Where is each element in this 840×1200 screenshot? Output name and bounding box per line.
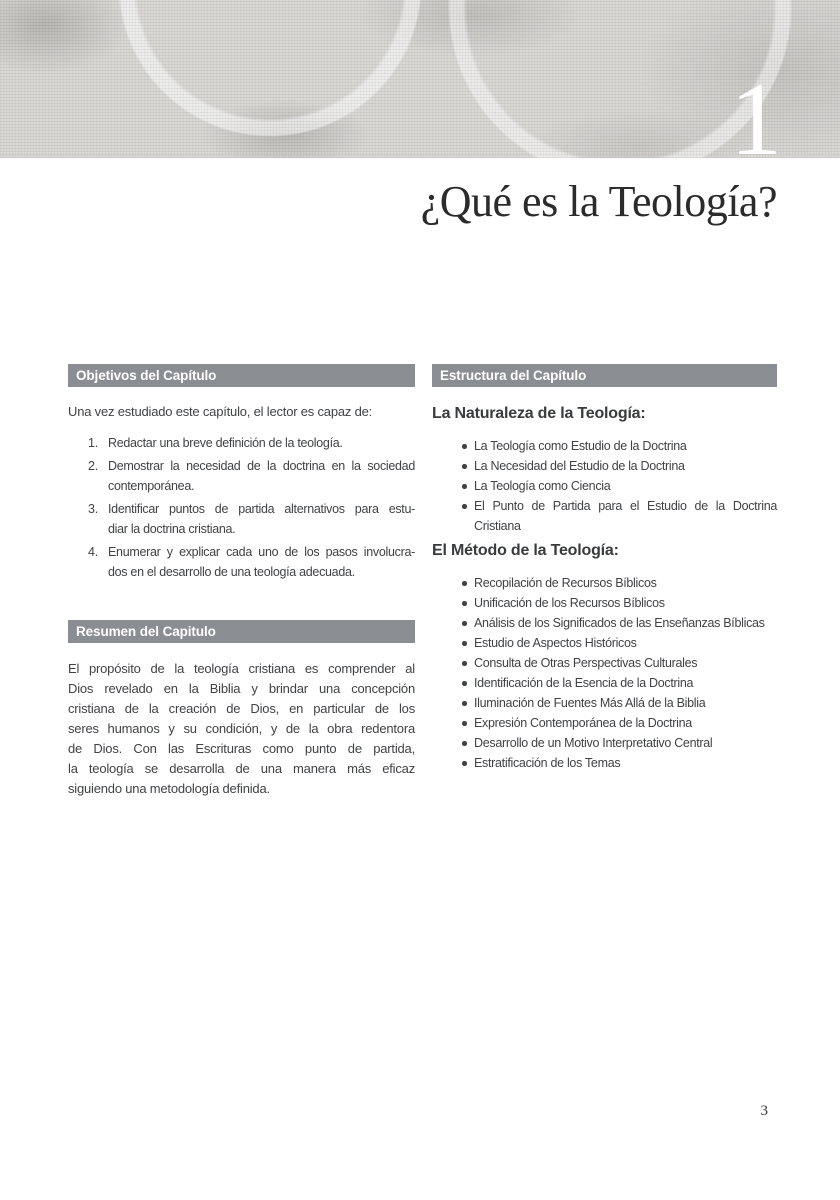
bullet-text: Análisis de los Significados de las Enseñanzas Bíblicas: [474, 616, 765, 630]
bullet-item: [432, 476, 777, 496]
bullet-text: Desarrollo de un Motivo Interpretativo Central: [474, 736, 713, 750]
bullet-text: Expresión Contemporánea de la Doctrina: [474, 716, 692, 730]
objective-line: Redactar una breve definición de la teología.: [108, 436, 343, 450]
summary-line: siguiendo una metodología definida.: [68, 781, 270, 796]
bullet-item: [432, 733, 777, 753]
bullet-icon: [462, 613, 474, 633]
bullet-text: Unificación de los Recursos Bíblicos: [474, 596, 665, 610]
left-column: [68, 0, 415, 1200]
structure-subheading-naturaleza: La Naturaleza de la Teología:: [432, 405, 646, 422]
bullet-item: [432, 653, 777, 673]
objectives-intro: Una vez estudiado este capítulo, el lector es capaz de:: [68, 404, 373, 419]
objective-text: [108, 433, 415, 453]
bullet-icon: [462, 633, 474, 653]
bullet-line: El Punto de Partida para el Estudio de la Doctrina: [474, 499, 777, 513]
bullet-item: [432, 496, 777, 536]
objective-line: Enumerar y explicar cada uno de los pasos involucra-: [108, 545, 415, 559]
bullet-text: Identificación de la Esencia de la Doctrina: [474, 676, 694, 690]
bullet-line: Cristiana: [474, 519, 521, 533]
summary-header-bar: [68, 620, 415, 643]
bullet-icon: [462, 673, 474, 693]
objective-text: [108, 542, 415, 582]
objective-line: Identificar puntos de partida alternativos para estu-: [108, 502, 415, 516]
bullet-icon: [462, 456, 474, 476]
structure-header-bar: [432, 364, 777, 387]
bullet-icon: [462, 496, 474, 536]
bullet-text: La Necesidad del Estudio de la Doctrina: [474, 459, 685, 473]
structure-subheading-metodo: El Método de la Teología:: [432, 542, 619, 559]
summary-line: El propósito de la teología cristiana es comprender al: [68, 661, 415, 676]
bullet-text: La Teología como Estudio de la Doctrina: [474, 439, 687, 453]
bullet-text: Estratificación de los Temas: [474, 756, 621, 770]
objective-text: [108, 456, 415, 496]
bullet-item: [432, 573, 777, 593]
objective-item: [68, 456, 415, 496]
objective-line: contemporánea.: [108, 479, 195, 493]
bullet-icon: [462, 593, 474, 613]
bullet-icon: [462, 713, 474, 733]
right-column: [432, 0, 777, 1200]
bullet-item: [432, 693, 777, 713]
bullet-item: [432, 613, 777, 633]
bullet-text: Estudio de Aspectos Históricos: [474, 636, 637, 650]
bullet-icon: [462, 476, 474, 496]
summary-line: seres humanos y su condición, y de la obra redentora: [68, 721, 415, 736]
objectives-header-bar: [68, 364, 415, 387]
bullet-icon: [462, 753, 474, 773]
summary-header-label: Resumen del Capitulo: [76, 624, 216, 639]
objective-line: dos en el desarrollo de una teología adecuada.: [108, 565, 355, 579]
naturaleza-bullet-list: [432, 436, 777, 536]
objectives-list: [68, 433, 415, 585]
bullet-icon: [462, 693, 474, 713]
bullet-text: Recopilación de Recursos Bíblicos: [474, 576, 657, 590]
objective-line: Demostrar la necesidad de la doctrina en la sociedad: [108, 459, 415, 473]
bullet-icon: [462, 436, 474, 456]
bullet-item: [432, 633, 777, 653]
structure-header-label: Estructura del Capítulo: [440, 368, 587, 383]
objective-number: 3.: [87, 502, 98, 516]
objective-line: diar la doctrina cristiana.: [108, 522, 236, 536]
bullet-text: [474, 496, 777, 536]
summary-line: la teología se desarrolla de una manera más eficaz: [68, 761, 415, 776]
bullet-item: [432, 593, 777, 613]
objective-item: [68, 499, 415, 539]
objectives-header-label: Objetivos del Capítulo: [76, 368, 217, 383]
bullet-icon: [462, 733, 474, 753]
objective-number: 2.: [87, 459, 98, 473]
objective-number: 1.: [87, 436, 98, 450]
bullet-text: Iluminación de Fuentes Más Allá de la Biblia: [474, 696, 706, 710]
bullet-text: Consulta de Otras Perspectivas Culturales: [474, 656, 698, 670]
metodo-bullet-list: [432, 573, 777, 773]
bullet-item: [432, 753, 777, 773]
bullet-item: [432, 673, 777, 693]
bullet-item: [432, 713, 777, 733]
objective-text: [108, 499, 415, 539]
chapter-number: 1: [730, 62, 782, 178]
summary-paragraph: [68, 659, 415, 799]
objective-item: [68, 433, 415, 453]
objective-number: 4.: [87, 545, 98, 559]
objective-item: [68, 542, 415, 582]
bullet-text: La Teología como Ciencia: [474, 479, 611, 493]
page-number: 3: [760, 1103, 768, 1119]
bullet-item: [432, 456, 777, 476]
summary-line: Dios revelado en la Biblia y brindar una concepción: [68, 681, 415, 696]
bullet-icon: [462, 573, 474, 593]
summary-line: cristiana de la creación de Dios, en particular de los: [68, 701, 415, 716]
bullet-item: [432, 436, 777, 456]
summary-line: de Dios. Con las Escrituras como punto de partida,: [68, 741, 415, 756]
bullet-icon: [462, 653, 474, 673]
chapter-title: ¿Qué es la Teología?: [420, 177, 777, 226]
